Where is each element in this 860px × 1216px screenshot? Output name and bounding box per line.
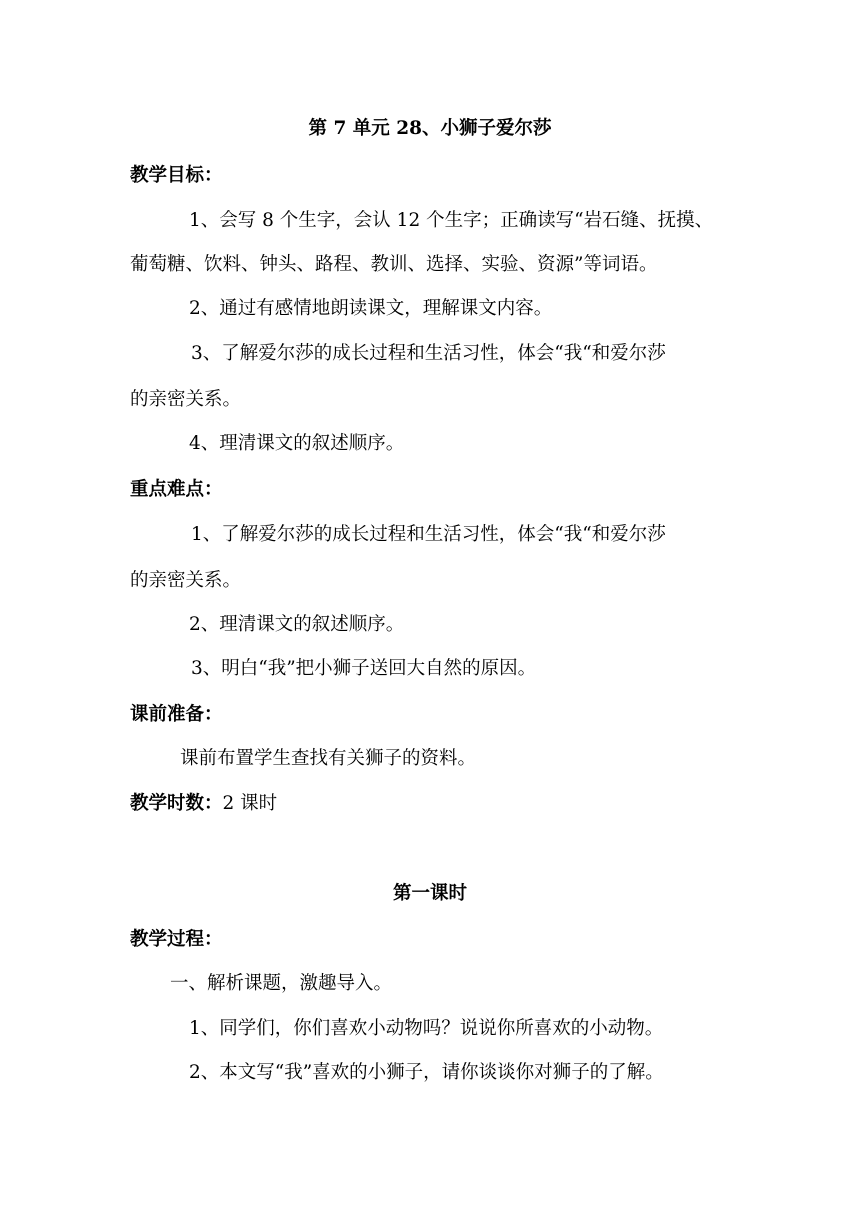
key-point-line: 的亲密关系。	[130, 570, 242, 591]
process-step: 一、解析课题，激趣导入。	[170, 973, 393, 994]
document-title: 第 7 单元 28、小狮子爱尔莎	[308, 118, 552, 139]
process-step: 1、同学们，你们喜欢小动物吗？说说你所喜欢的小动物。	[189, 1018, 664, 1039]
preparation-heading: 课前准备：	[130, 704, 223, 725]
goal-line: 2、通过有感情地朗读课文，理解课文内容。	[189, 298, 553, 319]
lesson-title: 第一课时	[392, 883, 467, 904]
key-points-heading: 重点难点：	[130, 479, 223, 500]
preparation-text: 课前布置学生查找有关狮子的资料。	[180, 748, 477, 769]
process-heading: 教学过程：	[130, 929, 223, 950]
teaching-hours-heading: 教学时数：	[130, 793, 223, 814]
goals-heading: 教学目标：	[130, 165, 223, 186]
teaching-hours-value: 2 课时	[222, 793, 278, 814]
goal-line: 1、会写 8 个生字，会认 12 个生字；正确读写“岩石缝、抚摸、	[189, 210, 714, 231]
goal-line: 4、理清课文的叙述顺序。	[189, 433, 405, 454]
key-point-line: 3、明白“我”把小狮子送回大自然的原因。	[191, 658, 537, 679]
goal-line: 葡萄糖、饮料、钟头、路程、教训、选择、实验、资源”等词语。	[130, 254, 658, 275]
goal-line: 3、了解爱尔莎的成长过程和生活习性，体会“我“和爱尔莎	[191, 343, 666, 364]
goal-line: 的亲密关系。	[130, 389, 242, 410]
key-point-line: 2、理清课文的叙述顺序。	[189, 614, 405, 635]
teaching-hours	[130, 792, 277, 816]
key-point-line: 1、了解爱尔莎的成长过程和生活习性，体会“我“和爱尔莎	[191, 524, 666, 545]
process-step: 2、本文写“我”喜欢的小狮子，请你谈谈你对狮子的了解。	[189, 1062, 664, 1083]
